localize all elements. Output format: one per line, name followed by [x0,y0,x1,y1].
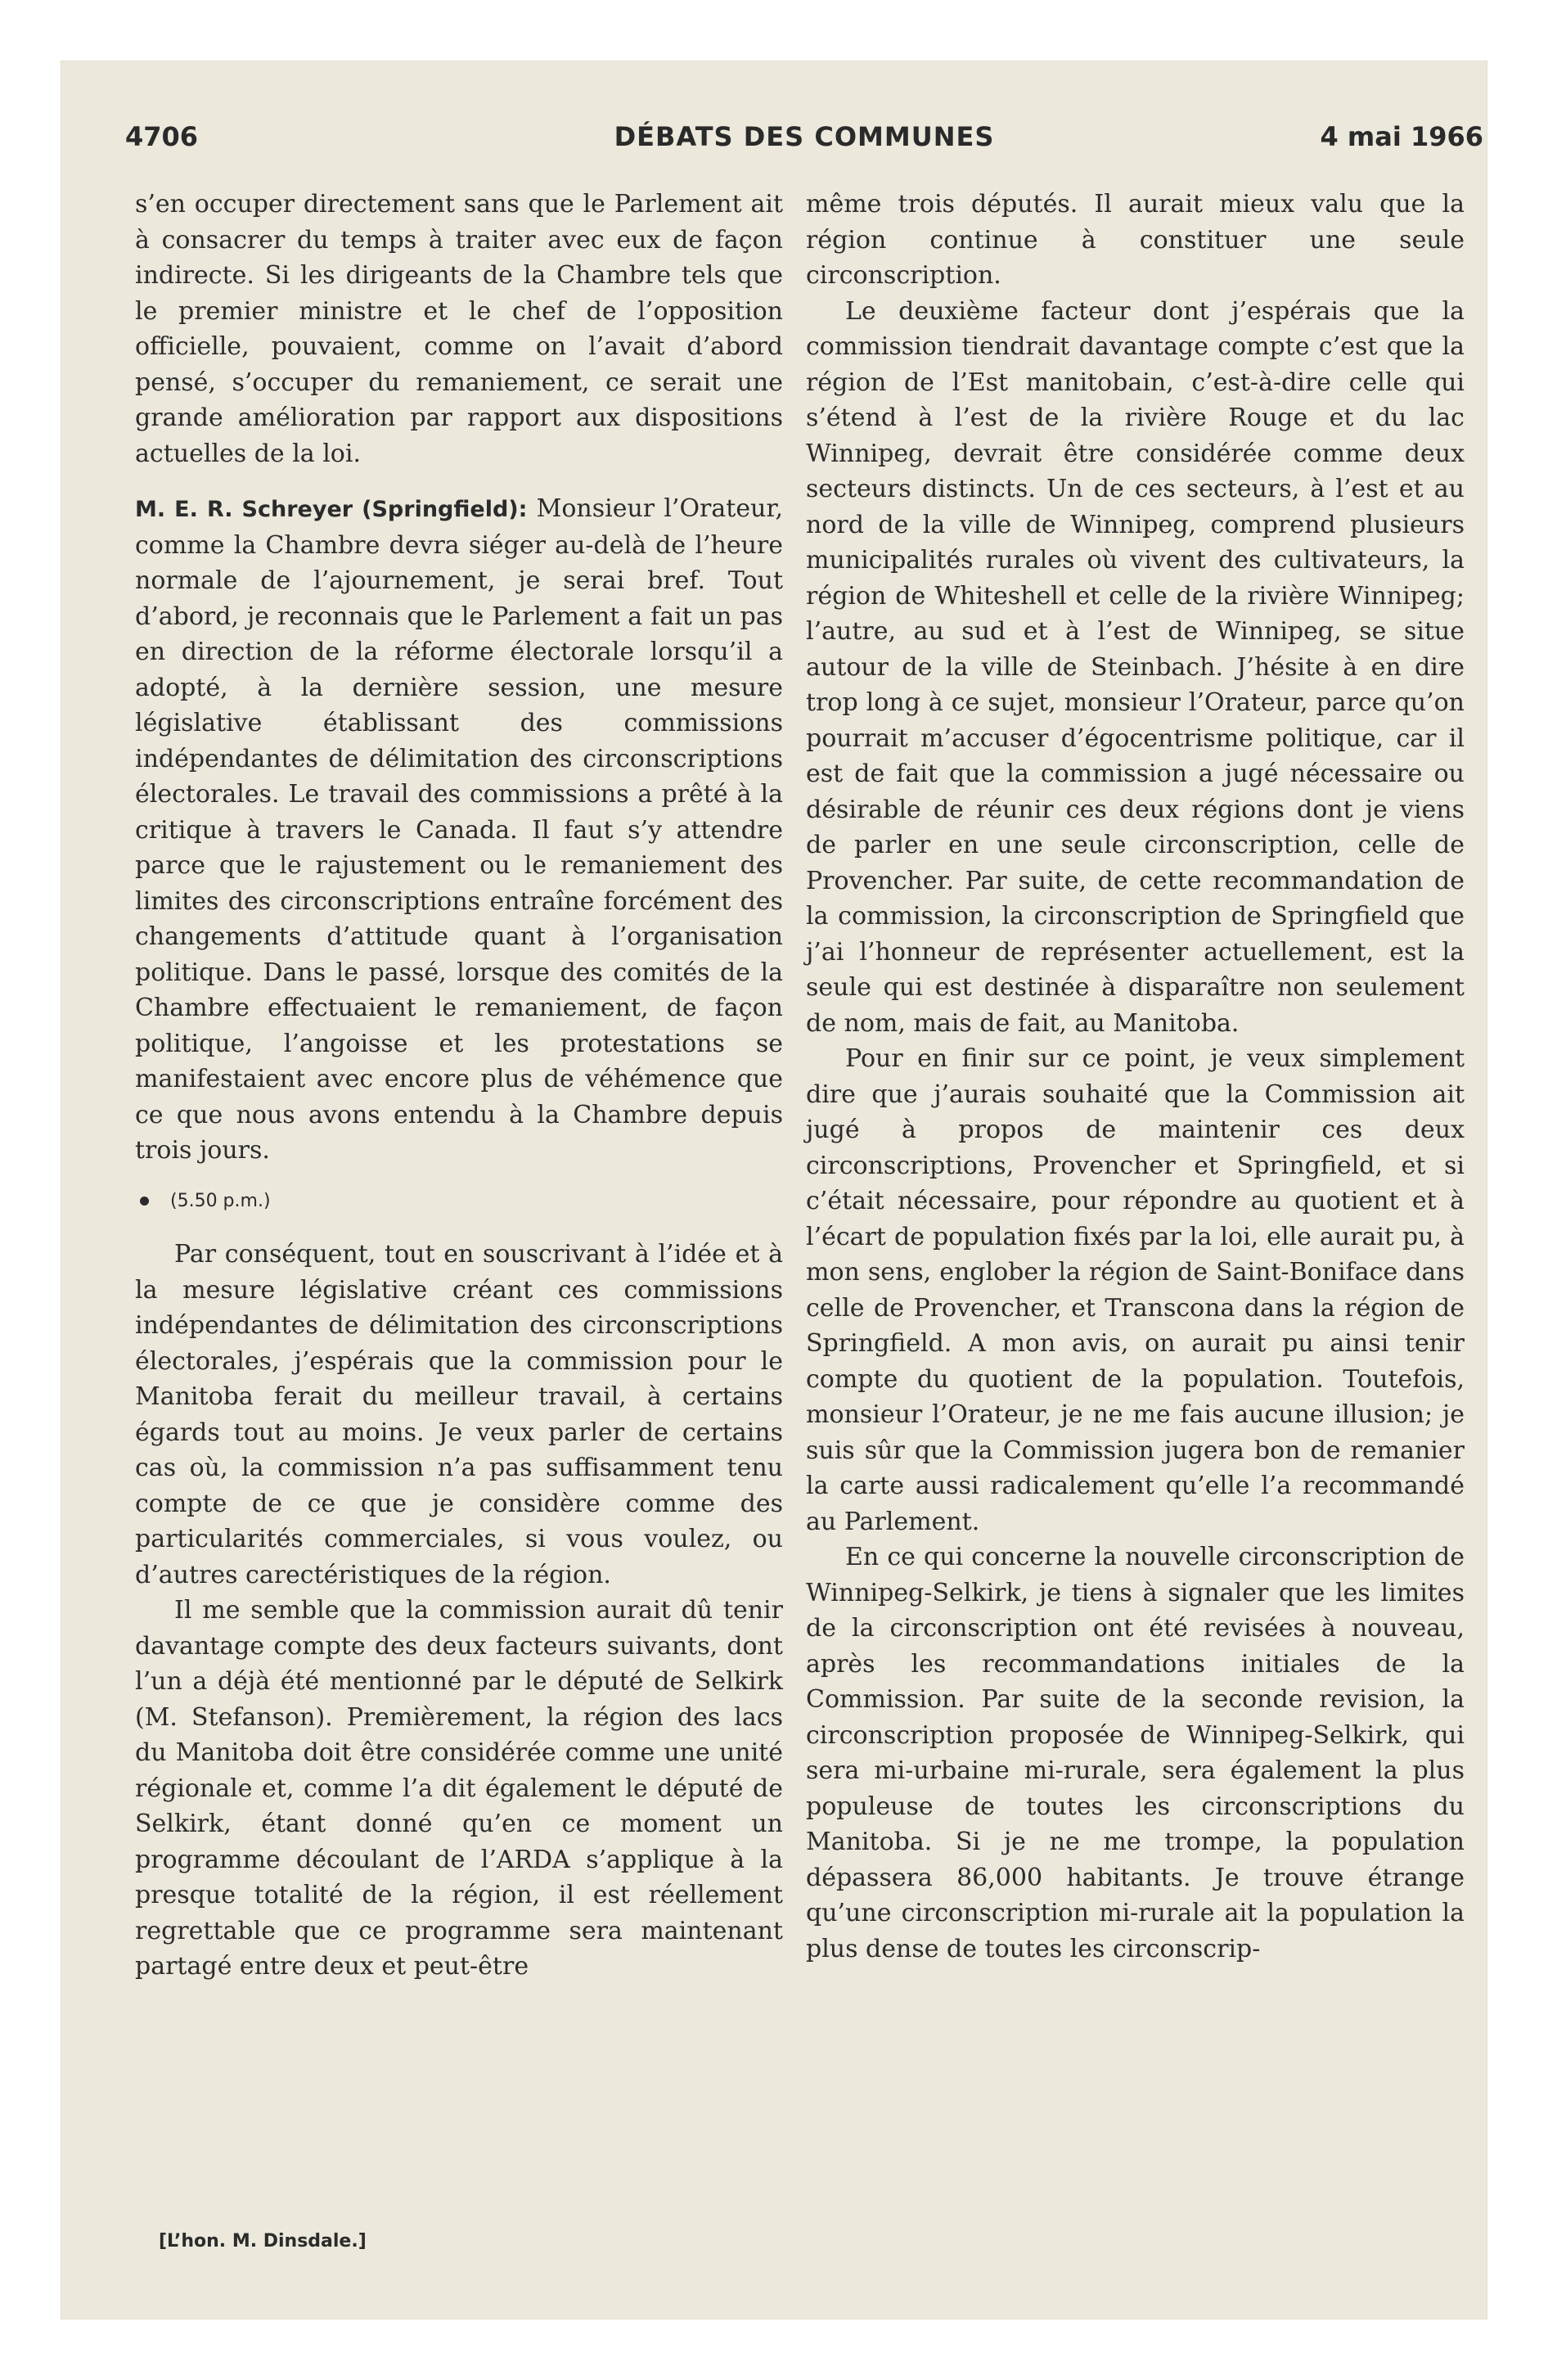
left-column [135,187,783,1985]
paragraph: Pour en finir sur ce point, je veux simplement dire que j’aurais souhaité que la Commission ait jugé à propos de maintenir ces deux circonscriptions, Provencher et Springfield, et si c’était nécessaire, pour répondre au quotient et à l’écart de population fixés par la loi, elle aurait pu, à mon sens, englober la région de Saint-Boniface dans celle de Provencher, et Transcona dans la région de Springfield. A mon avis, on aurait pu ainsi tenir compte du quotient de la population. Toutefois, monsieur l’Orateur, je ne me fais aucune illusion; je suis sûr que la Commission jugera bon de remanier la carte aussi radicalement qu’elle l’a recommandé au Parlement. [806,1044,1465,1536]
running-header [125,121,1483,154]
page-number: 4706 [125,121,199,152]
bullet-icon [140,1197,149,1206]
timestamp-text: (5.50 p.m.) [170,1190,271,1211]
paragraph: même trois députés. Il aurait mieux valu que la région continue à constituer une seule circonscription. [806,190,1465,290]
speaker-name: M. E. R. Schreyer (Springfield): [135,497,528,522]
paragraph: Il me semble que la commission aurait dû tenir davantage compte des deux facteurs suivants, dont l’un a déjà été mentionné par le député de Selkirk (M. Stefanson). Premièrement, la région des lacs du Manitoba doit être considérée comme une unité régionale et, comme l’a dit également le député de Selkirk, étant donné qu’en ce moment un programme découlant de l’ARDA s’applique à la presque totalité de la région, il est réellement regrettable que ce programme sera maintenant partagé entre deux et peut-être [135,1596,783,1981]
paragraph-text: Monsieur l’Orateur, comme la Chambre devra siéger au-delà de l’heure normale de l’ajournement, je serai bref. Tout d’abord, je reconnais que le Parlement a fait un pas en direction de la réforme électorale lorsqu’il a adopté, à la dernière session, une mesure législative établissant des commissions indépendantes de délimitation des circonscriptions électorales. Le travail des commissions a prêté à la critique à travers le Canada. Il faut s’y attendre parce que le rajustement ou le remaniement des limites des circonscriptions entraîne forcément des changements d’attitude quant à l’organisation politique. Dans le passé, lorsque des comités de la Chambre effectuaient le remaniement, de façon politique, l’angoisse et les protestations se manifestaient avec encore plus de véhémence que ce que nous avons entendu à la Chambre depuis trois jours. [135,494,783,1165]
journal-title: DÉBATS DES COMMUNES [614,121,995,152]
timestamp [135,1183,783,1219]
paragraph: s’en occuper directement sans que le Parlement ait à consacrer du temps à traiter avec eux de façon indirecte. Si les dirigeants de la Chambre tels que le premier ministre et le chef de l’opposition officielle, pouvaient, comme on l’avait d’abord pensé, s’occuper du remaniement, ce serait une grande amélioration par rapport aux dispositions actuelles de la loi. [135,190,783,468]
page-date: 4 mai 1966 [1320,121,1483,152]
speaker-credit: [L’hon. M. Dinsdale.] [159,2231,367,2252]
paragraph: En ce qui concerne la nouvelle circonscription de Winnipeg-Selkirk, je tiens à signaler que les limites de la circonscription ont été revisées à nouveau, après les recommandations initiales de la Commission. Par suite de la seconde revision, la circonscription proposée de Winnipeg-Selkirk, qui sera mi-urbaine mi-rurale, sera également la plus populeuse de toutes les circonscriptions du Manitoba. Si je ne me trompe, la population dépassera 86,000 habitants. Je trouve étrange qu’une circonscription mi-rurale ait la population la plus dense de toutes les circonscrip- [806,1543,1465,1963]
paragraph: Le deuxième facteur dont j’espérais que la commission tiendrait davantage compte c’est que la région de l’Est manitobain, c’est-à-dire celle qui s’étend à l’est de la rivière Rouge et du lac Winnipeg, devrait être considérée comme deux secteurs distincts. Un de ces secteurs, à l’est et au nord de la ville de Winnipeg, comprend plusieurs municipalités rurales où vivent des cultivateurs, la région de Whiteshell et celle de la rivière Winnipeg; l’autre, au sud et à l’est de Winnipeg, se situe autour de la ville de Steinbach. J’hésite à en dire trop long à ce sujet, monsieur l’Orateur, parce qu’on pourrait m’accuser d’égocentrisme politique, car il est de fait que la commission a jugé nécessaire ou désirable de réunir ces deux régions dont je viens de parler en une seule circonscription, celle de Provencher. Par suite, de cette recommandation de la commission, la circonscription de Springfield que j’ai l’honneur de représenter actuellement, est la seule qui est destinée à disparaître non seulement de nom, mais de fait, au Manitoba. [806,296,1465,1038]
speaker-paragraph [135,491,783,1169]
paragraph: Par conséquent, tout en souscrivant à l’idée et à la mesure législative créant ces commissions indépendantes de délimitation des circonscriptions électorales, j’espérais que la commission pour le Manitoba ferait du meilleur travail, à certains égards tout au moins. Je veux parler de certains cas où, la commission n’a pas suffisamment tenu compte de ce que je considère comme des particularités commerciales, si vous voulez, ou d’autres carectéristiques de la région. [135,1240,783,1589]
right-column [806,187,1465,1967]
